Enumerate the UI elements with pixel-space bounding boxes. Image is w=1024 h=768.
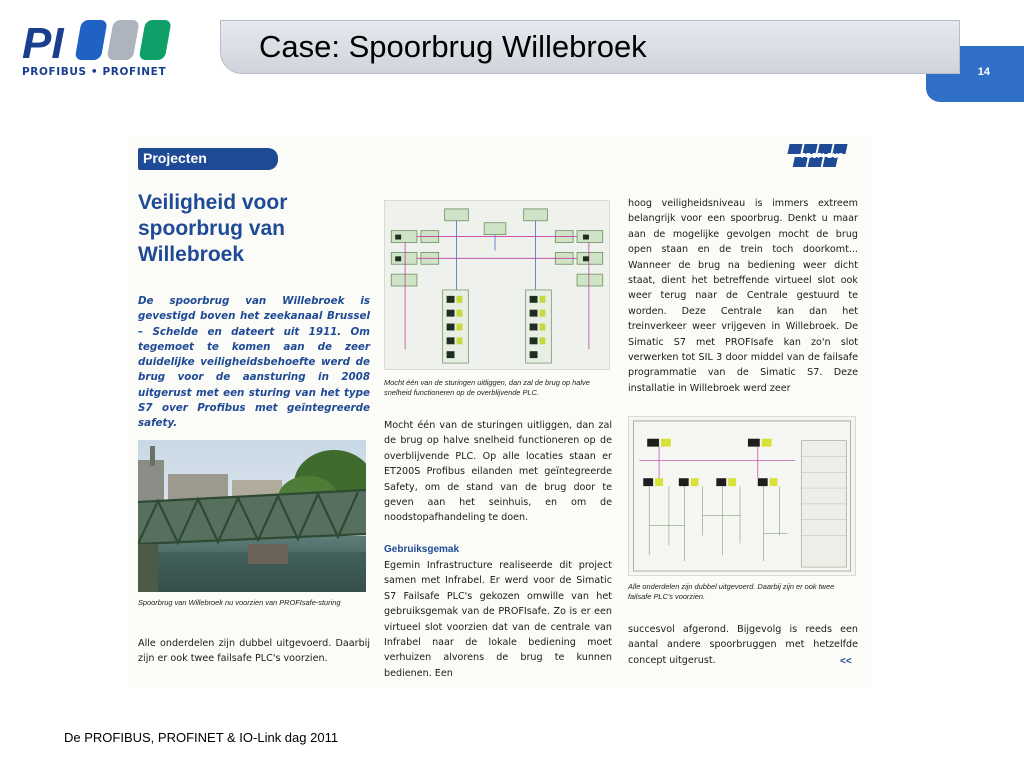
column2-body: Mocht één van de sturingen uitliggen, dan zal de brug op halve snelheid functioneren op de overblijvende PLC. Op alle locaties staan er ET200S Profibus eilanden met geïntegreerde Safety, om de stand van de brug door te geven aan het seinhuis, en om de noodstopafhandeling te doen. [384,420,612,524]
logo-subtitle: PROFIBUS • PROFINET [22,66,167,78]
column2-body2: Egemin Infrastructure realiseerde dit project samen met Infrabel. Er werd voor de Simatic S7 Failsafe PLC's gekozen omwille van het gebruiksgemak van de PROFIsafe. Zo is er een virtueel slot voorzien dat van de centrale van Infrabel naar de lokale bediening moet verhuizen alvorens de brug te kunnen bedienen. Een [384,560,612,679]
profibus-logo-text: PROFI BUS [800,152,844,160]
title-bar [220,20,960,74]
column3-body: hoog veiligheidsniveau is immers extreem belangrijk voor een spoorbrug. Denkt u maar aan de mogelijke gevolgen mocht de brug open staan en de trein toch doorkomt... Wanneer de brug na bediening weer dicht staat, dient het betreffende virtueel slot ook weer terug naar de Centrale gestuurd te worden. Deze Centrale kan dan het treinverkeer weer vrijgeven in Willebroek. De Simatic S7 met PROFIsafe kan zo'n slot verwerken tot SIL 3 door middel van de failsafe programmatie van de Simatic S7. Deze installatie in Willebroek werd zeer [628,198,858,394]
profibus-logo-icon [784,142,860,170]
article-headline: Veiligheid voor spoorbrug van Willebroek [138,191,288,266]
end-mark: << [840,656,852,667]
article-lead: De spoorbrug van Willebroek is gevestigd boven het zeekanaal Brussel – Schelde en dateert uit 1911. Om tegemoet te komen aan de zeer duidelijke veiligheidsbehoefte werd de brug voor de aansturing in 2008 uitgerust met een sturing van het type S7 over Profibus met geïntegreerde safety. [138,295,370,430]
column1-body: Alle onderdelen zijn dubbel uitgevoerd. Daarbij zijn er ook twee failsafe PLC's voorzien. [138,638,370,665]
photo-caption: Spoorbrug van Willebroek nu voorzien van PROFIsafe-sturing [138,598,341,607]
slide-title: Case: Spoorbrug Willebroek [259,29,647,64]
footer-text: De PROFIBUS, PROFINET & IO-Link dag 2011 [64,730,339,745]
column3-body2: succesvol afgerond. Bijgevolg is reeds een aantal andere spoorbruggen met hetzelfde concept uitgerust. [628,624,858,666]
page-number: 14 [977,66,990,78]
pi-logo-letters: PI [22,19,64,64]
subhead-gebruiksgemak: Gebruiksgemak [384,544,460,555]
bridge-photo [138,440,366,592]
diagram1-caption: Mocht één van de sturingen uitliggen, dan zal de brug op halve snelheid functioneren op de overblijvende PLC. [384,378,590,397]
pi-logo [22,18,172,80]
network-diagram [384,200,610,370]
pi-logo-icon [22,18,172,64]
magazine-article [128,136,872,688]
section-tab [138,148,278,170]
wiring-diagram [628,416,856,576]
diagram2-caption: Alle onderdelen zijn dubbel uitgevoerd. Daarbij zijn er ook twee failsafe PLC's voorzien. [628,582,835,601]
section-label: Projecten [143,150,207,166]
